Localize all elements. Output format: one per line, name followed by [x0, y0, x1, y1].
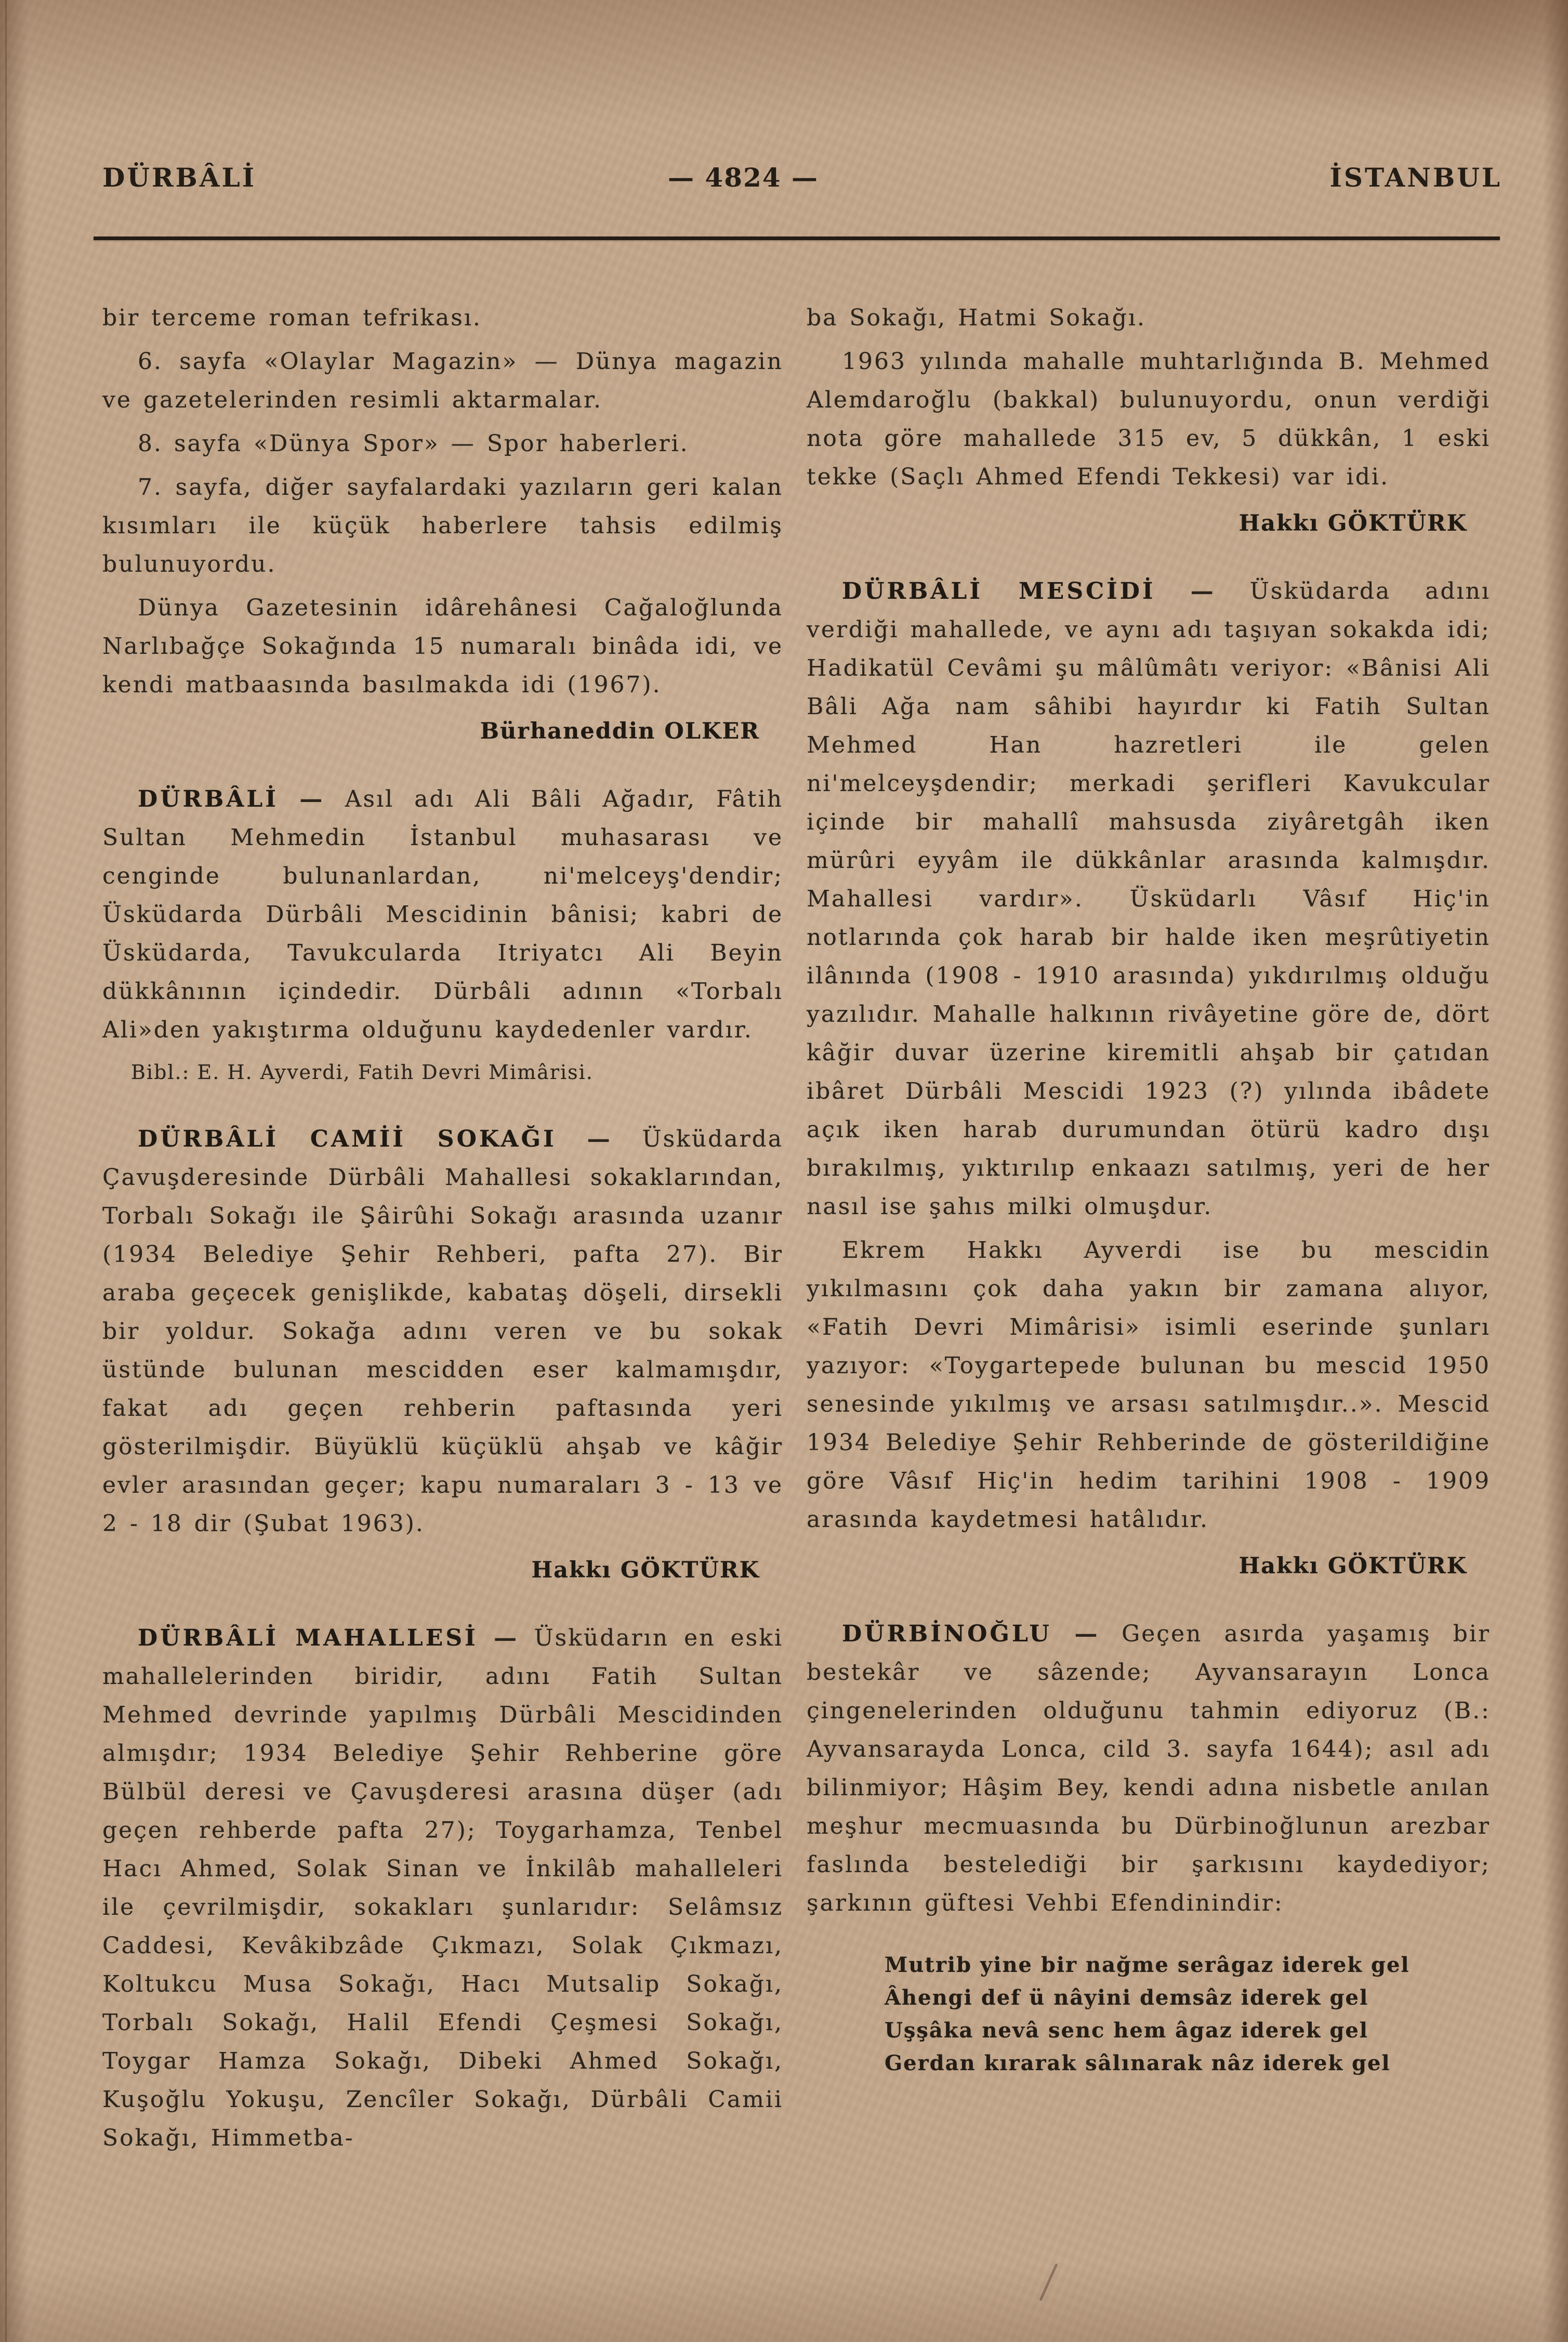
entry-paragraph: DÜRBÂLİ MESCİDİ — Üsküdarda adını verdiği mahallede, ve aynı adı taşıyan sokakda idi; Hadikatül Cevâmi şu mâlûmâtı veriyor: «Bânisi Ali Bâli Ağa nam sâhibi hayırdır ki Fatih Sultan Mehmed Han hazretleri ile gelen ni'melceyşdendir; merkadi şerifleri Kavukcular içinde bir mahallî mahsusda ziyâretgâh iken mürûri eyyâm ile dükkânlar arasında kalmışdır. Mahallesi vardır». Üsküdarlı Vâsıf Hiç'in notlarında çok harab bir halde iken meşrûtiyetin ilânında (1908 - 1910 arasında) yıkdırılmış olduğu yazılıdır. Mahalle halkının rivâyetine göre de, dört kâğir duvar üzerine kiremitli ahşab bir çatıdan ibâret Dürbâli Mescidi 1923 (?) yılında ibâdete açık iken harab durumundan ötürü kadro dışı bırakılmış, yıktırılıp enkaazı satılmış, yeri de her nasıl ise şahıs milki olmuşdur.	[807, 578, 1491, 1220]
paragraph: 8. sayfa «Dünya Spor» — Spor haberleri.	[138, 430, 689, 457]
header-city: İSTANBUL	[1329, 162, 1502, 193]
paragraph: Dünya Gazetesinin idârehânesi Cağaloğlunda Narlıbağçe Sokağında 15 numaralı binâda idi, ve kendi matbaasında basılmakda idi (1967).	[102, 595, 783, 698]
page-number: — 4824 —	[668, 162, 819, 193]
entry-heading: DÜRBÂLİ	[138, 786, 279, 812]
paragraph: 6. sayfa «Olaylar Magazin» — Dünya magazin ve gazetelerinden resimli aktarmalar.	[102, 348, 783, 413]
signature: Hakkı GÖKTÜRK	[531, 1557, 760, 1583]
entry-heading: DÜRBİNOĞLU	[842, 1621, 1052, 1647]
verse-line: Uşşâka nevâ senc hem âgaz iderek gel	[885, 2018, 1368, 2043]
em-dash: —	[1051, 1621, 1122, 1647]
paragraph: bir terceme roman tefrikası.	[102, 305, 482, 331]
header-entry-title: DÜRBÂLİ	[102, 162, 257, 193]
column-right	[807, 299, 1491, 2080]
entry-heading: DÜRBÂLİ CAMİİ SOKAĞI	[138, 1126, 557, 1152]
signature: Hakkı GÖKTÜRK	[1238, 510, 1467, 536]
scan-left-edge-shadow	[5, 0, 7, 2342]
verse-line: Âhengi def ü nâyini demsâz iderek gel	[885, 1985, 1369, 2010]
verse	[885, 1949, 1491, 2080]
bibliography: Bibl.: E. H. Ayverdi, Fatih Devri Mimârisi.	[131, 1061, 594, 1084]
paragraph: ba Sokağı, Hatmi Sokağı.	[807, 305, 1146, 331]
entry-heading: DÜRBÂLİ MAHALLESİ	[138, 1625, 478, 1651]
header-rule	[94, 236, 1500, 240]
paragraph: 1963 yılında mahalle muhtarlığında B. Mehmed Alemdaroğlu (bakkal) bulunuyordu, onun verdiği nota göre mahallede 315 ev, 5 dükkân, 1 eski tekke (Saçlı Ahmed Efendi Tekkesi) var idi.	[807, 348, 1491, 490]
entry-paragraph: DÜRBÂLİ — Asıl adı Ali Bâli Ağadır, Fâtih Sultan Mehmedin İstanbul muhasarası ve cenginde bulunanlardan, ni'melceyş'dendir; Üsküdarda Dürbâli Mescidinin bânisi; kabri de Üsküdarda, Tavukcularda Itriyatcı Ali Beyin dükkânının içindedir. Dürbâli adının «Torbalı Ali»den yakıştırma olduğunu kaydedenler vardır.	[102, 786, 784, 1043]
scratch-mark	[1039, 2263, 1058, 2301]
em-dash: —	[556, 1126, 642, 1152]
entry-paragraph: DÜRBİNOĞLU — Geçen asırda yaşamış bir bestekâr ve sâzende; Ayvansarayın Lonca çingenelerinden olduğunu tahmin ediyoruz (B.: Ayvansarayda Lonca, cild 3. sayfa 1644); asıl adı bilinmiyor; Hâşim Bey, kendi adına nisbetle anılan meşhur mecmuasında bu Dürbinoğlunun arezbar faslında bestelediği bir şarkısını kaydediyor; şarkının güftesi Vehbi Efendinindir:	[807, 1621, 1491, 1916]
signature: Bürhaneddin OLKER	[480, 718, 760, 744]
entry-paragraph: DÜRBÂLİ CAMİİ SOKAĞI — Üsküdarda Çavuşderesinde Dürbâli Mahallesi sokaklarından, Torbalı Sokağı ile Şâirûhi Sokağı arasında uzanır (1934 Belediye Şehir Rehberi, pafta 27). Bir araba geçecek genişlikde, kabataş döşeli, dirsekli bir yoldur. Sokağa adını veren ve bu sokak üstünde bulunan mescidden eser kalmamışdır, fakat adı geçen rehberin paftasında yeri gösterilmişdir. Büyüklü küçüklü ahşab ve kâğir evler arasından geçer; kapu numaraları 3 - 13 ve 2 - 18 dir (Şubat 1963).	[102, 1126, 784, 1537]
column-left	[102, 299, 783, 2163]
signature: Hakkı GÖKTÜRK	[1238, 1553, 1467, 1579]
verse-line: Gerdan kırarak sâlınarak nâz iderek gel	[885, 2051, 1391, 2075]
paragraph: 7. sayfa, diğer sayfalardaki yazıların geri kalan kısımları ile küçük haberlere tahsis edilmiş bulunuyordu.	[102, 474, 783, 577]
em-dash: —	[278, 786, 345, 812]
paragraph: Ekrem Hakkı Ayverdi ise bu mescidin yıkılmasını çok daha yakın bir zamana alıyor, «Fatih Devri Mimârisi» isimli eserinde şunları yazıyor: «Toygartepede bulunan bu mescid 1950 senesinde yıkılmış ve arsası satılmışdır..». Mescid 1934 Belediye Şehir Rehberinde de gösterildiğine göre Vâsıf Hiç'in hedim tarihini 1908 - 1909 arasında kaydetmesi hatâlıdır.	[807, 1237, 1491, 1533]
em-dash: —	[1155, 578, 1250, 604]
entry-heading: DÜRBÂLİ MESCİDİ	[842, 578, 1156, 604]
entry-paragraph: DÜRBÂLİ MAHALLESİ — Üsküdarın en eski mahallelerinden biridir, adını Fatih Sultan Mehmed devrinde yapılmış Dürbâli Mescidinden almışdır; 1934 Belediye Şehir Rehberine göre Bülbül deresi ve Çavuşderesi arasına düşer (adı geçen rehberde pafta 27); Toygarhamza, Tenbel Hacı Ahmed, Solak Sinan ve İnkilâb mahalleleri ile çevrilmişdir, sokakları şunlarıdır: Selâmsız Caddesi, Kevâkibzâde Çıkmazı, Solak Çıkmazı, Koltukcu Musa Sokağı, Hacı Mutsalip Sokağı, Torbalı Sokağı, Halil Efendi Çeşmesi Sokağı, Toygar Hamza Sokağı, Dibeki Ahmed Sokağı, Kuşoğlu Yokuşu, Zencîler Sokağı, Dürbâli Camii Sokağı, Himmetba-	[102, 1625, 783, 2151]
verse-line: Mutrib yine bir nağme serâgaz iderek gel	[885, 1953, 1410, 1977]
em-dash: —	[478, 1625, 534, 1651]
